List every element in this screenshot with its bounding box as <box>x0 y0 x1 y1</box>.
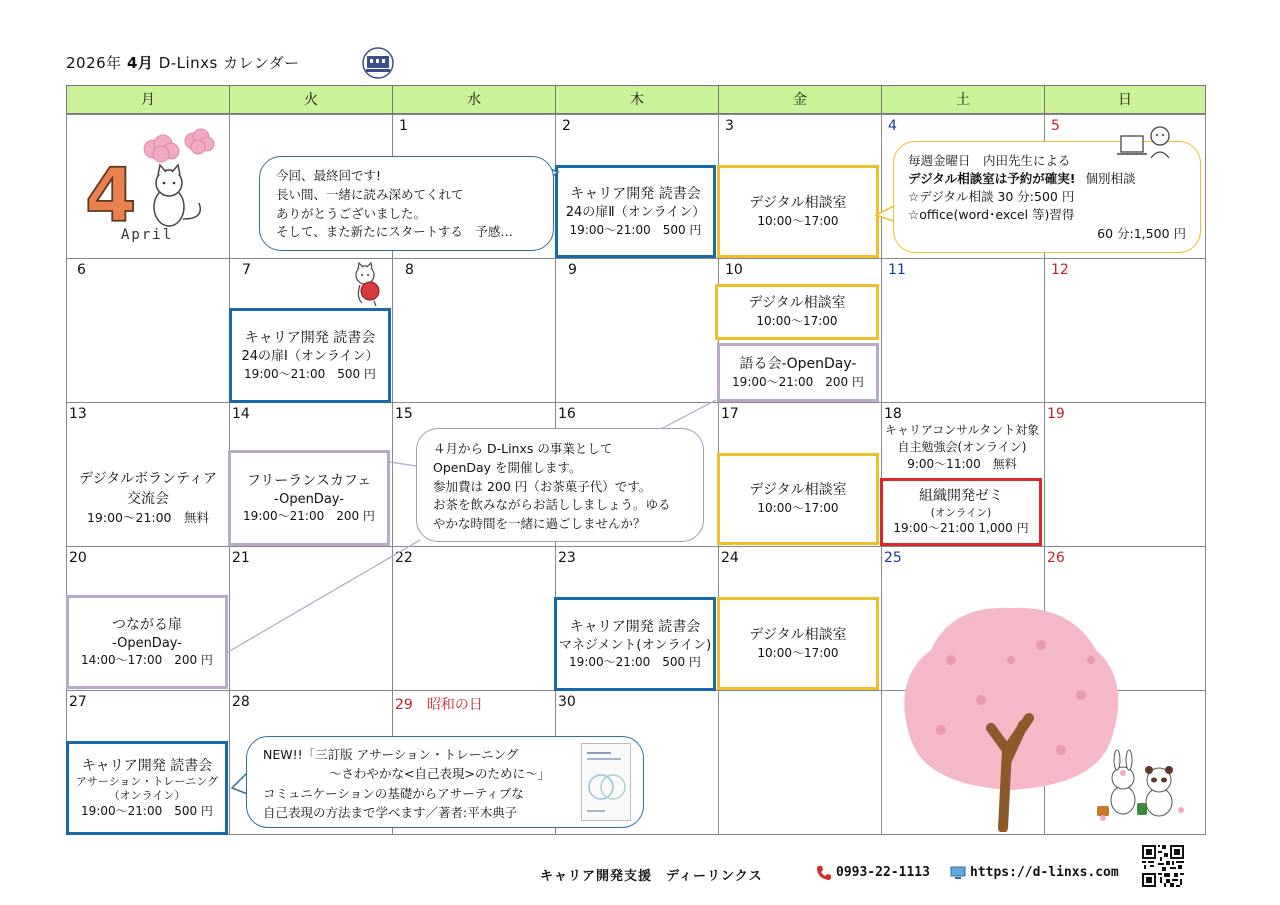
day-number: 25 <box>884 550 902 566</box>
event-subtitle: -OpenDay- <box>112 635 182 651</box>
weekday-sun: 日 <box>1044 85 1206 114</box>
bubble-line: やかな時間を一緒に過ごしませんか？ <box>433 516 646 531</box>
day-number: 23 <box>558 550 576 566</box>
footer-org: キャリア開発支援 ディーリンクス <box>540 869 763 884</box>
bubble-line: 毎週金曜日 内田先生による <box>908 153 1071 168</box>
bubble-line: ☆office(word･excel 等)習得 <box>908 207 1075 223</box>
day-number: 3 <box>725 118 734 134</box>
event-time: 10:00～17:00 <box>756 314 838 329</box>
footer-url-link[interactable]: https://d-linxs.com <box>970 865 1119 880</box>
day-number: 4 <box>888 118 897 134</box>
day-number: 15 <box>395 406 413 422</box>
day-number: 30 <box>558 694 576 710</box>
bubble-line: OpenDay を開催します。 <box>433 459 582 475</box>
event-time: 19:00～21:00 200 円 <box>243 509 375 524</box>
day-number: 5 <box>1051 118 1060 134</box>
bubble-line: 60 分:1,500 円 <box>1097 225 1186 241</box>
bubble-openday-info <box>416 428 704 542</box>
qr-code-icon[interactable] <box>1142 845 1184 887</box>
day-number: 28 <box>232 694 250 710</box>
day-number: 7 <box>242 262 251 278</box>
bubble-line: ☆デジタル相談 30 分:500 円 <box>908 189 1075 205</box>
event-subtitle: 24の扉Ⅰ（オンライン） <box>241 349 379 365</box>
bubble-highlight: デジタル相談室は予約が確実! <box>908 171 1076 187</box>
event-time: 14:00～17:00 200 円 <box>81 653 213 668</box>
book-cover-image <box>581 743 631 821</box>
day-number: 17 <box>721 406 739 422</box>
svg-text:April: April <box>121 227 174 243</box>
bubble-line <box>908 170 1186 188</box>
event-time: 19:00～21:00 無料 <box>86 510 210 526</box>
title-year: 2026年 <box>66 54 122 72</box>
day-number: 27 <box>69 694 87 710</box>
day-number: 24 <box>721 550 739 566</box>
day-number: 21 <box>232 550 250 566</box>
event-time: 19:00～21:00 1,000 円 <box>893 521 1029 536</box>
day-number: 11 <box>888 262 906 278</box>
title-brand: D-Linxs カレンダー <box>158 54 300 72</box>
event-title: つながる扉 <box>112 616 182 633</box>
bubble-line: 今回、最終回です! <box>276 168 382 183</box>
bubble-line: ～さわやかな<自己表現>のために～」 <box>329 766 550 782</box>
event-subtitle: 自主勉強会(オンライン) <box>897 439 1027 454</box>
laptop-person-icon <box>1117 124 1173 160</box>
day-number: 26 <box>1047 550 1065 566</box>
bubble-final-session <box>259 156 554 251</box>
event-time: 19:00～21:00 500 円 <box>81 803 213 818</box>
day-number: 2 <box>562 118 571 134</box>
event-title: デジタル相談室 <box>749 194 847 211</box>
day-number: 29 昭和の日 <box>395 697 483 713</box>
bubble-line: 自己表現の方法まで学べます／著者:平木典子 <box>263 805 518 821</box>
event-title: デジタル相談室 <box>749 626 847 643</box>
bubble-line: お茶を飲みながらお話ししましょう。ゆる <box>433 497 671 513</box>
bubble-line: そして、また新たにスタートする 予感… <box>276 224 513 240</box>
day-number: 6 <box>77 262 86 278</box>
event-title: デジタル相談室 <box>748 295 846 312</box>
event-subtitle: -OpenDay- <box>274 491 344 507</box>
event-subtitle: マネジメント(オンライン) <box>558 637 712 653</box>
weekday-mon: 月 <box>66 85 230 114</box>
weekday-wed: 水 <box>392 85 556 114</box>
event-subtitle: (オンライン) <box>930 507 992 520</box>
day-number: 20 <box>69 550 87 566</box>
day-number: 13 <box>69 406 87 422</box>
bubble-line: 参加費は 200 円（お茶菓子代）です。 <box>433 478 652 494</box>
event-time: 19:00～21:00 500 円 <box>244 366 376 381</box>
event-time: 10:00～17:00 <box>757 501 839 516</box>
event-time: 9:00～11:00 無料 <box>907 456 1017 471</box>
event-title: キャリア開発 読書会 <box>81 757 213 774</box>
event-title: キャリアコンサルタント対象 <box>884 423 1040 437</box>
phone-icon <box>816 865 832 881</box>
weekday-sat: 土 <box>881 85 1045 114</box>
bubble-line: NEW!!「三訂版 アサーション・トレーニング <box>263 747 519 762</box>
day-number: 22 <box>395 550 413 566</box>
bubble-line: コミュニケーションの基礎からアサーティブな <box>263 785 524 801</box>
title-month: 4月 <box>126 54 154 72</box>
day-number: 12 <box>1051 262 1069 278</box>
event-subtitle: 24の扉Ⅱ（オンライン） <box>565 205 706 221</box>
event-format: （オンライン） <box>108 789 186 803</box>
bubble-line: ４月から D-Linxs の事業として <box>433 441 613 456</box>
event-title: キャリア開発 読書会 <box>244 330 376 347</box>
bubble-note: 個別相談 <box>1085 171 1136 187</box>
weekday-thu: 木 <box>555 85 719 114</box>
day-number: 19 <box>1047 406 1065 422</box>
event-title: デジタル相談室 <box>749 482 847 499</box>
bubble-line: 長い間、一緒に読み深めてくれて <box>276 186 464 202</box>
event-title: デジタルボランティア <box>78 471 218 487</box>
event-time: 10:00～17:00 <box>757 645 839 660</box>
day-number: 16 <box>558 406 576 422</box>
day-number: 18 <box>884 406 902 422</box>
footer-phone[interactable]: 0993-22-1113 <box>836 865 930 880</box>
event-time: 19:00～21:00 500 円 <box>569 222 702 237</box>
bubble-line: ありがとうございました。 <box>276 205 427 221</box>
event-title: 組織開発ゼミ <box>919 488 1003 505</box>
weekday-fri: 金 <box>718 85 882 114</box>
event-title: フリーランスカフェ <box>246 472 372 489</box>
event-title: キャリア開発 読書会 <box>569 618 701 635</box>
day-number: 14 <box>232 406 250 422</box>
computer-icon <box>950 866 966 880</box>
day-number: 1 <box>399 118 408 134</box>
event-subtitle: アサーション・トレーニング <box>75 775 219 788</box>
event-time: 10:00～17:00 <box>757 213 839 228</box>
svg-text:4: 4 <box>85 153 137 239</box>
weekday-tue: 火 <box>229 85 393 114</box>
event-title: キャリア開発 読書会 <box>570 186 701 203</box>
event-time: 19:00～21:00 500 円 <box>569 655 701 670</box>
bubble-new-book <box>246 736 644 828</box>
event-title: 語る会-OpenDay- <box>739 355 857 372</box>
day-number: 8 <box>405 262 414 278</box>
day-number: 9 <box>568 262 577 278</box>
event-time: 19:00～21:00 200 円 <box>732 374 864 389</box>
day-number: 10 <box>725 262 743 278</box>
event-subtitle: 交流会 <box>127 490 169 507</box>
